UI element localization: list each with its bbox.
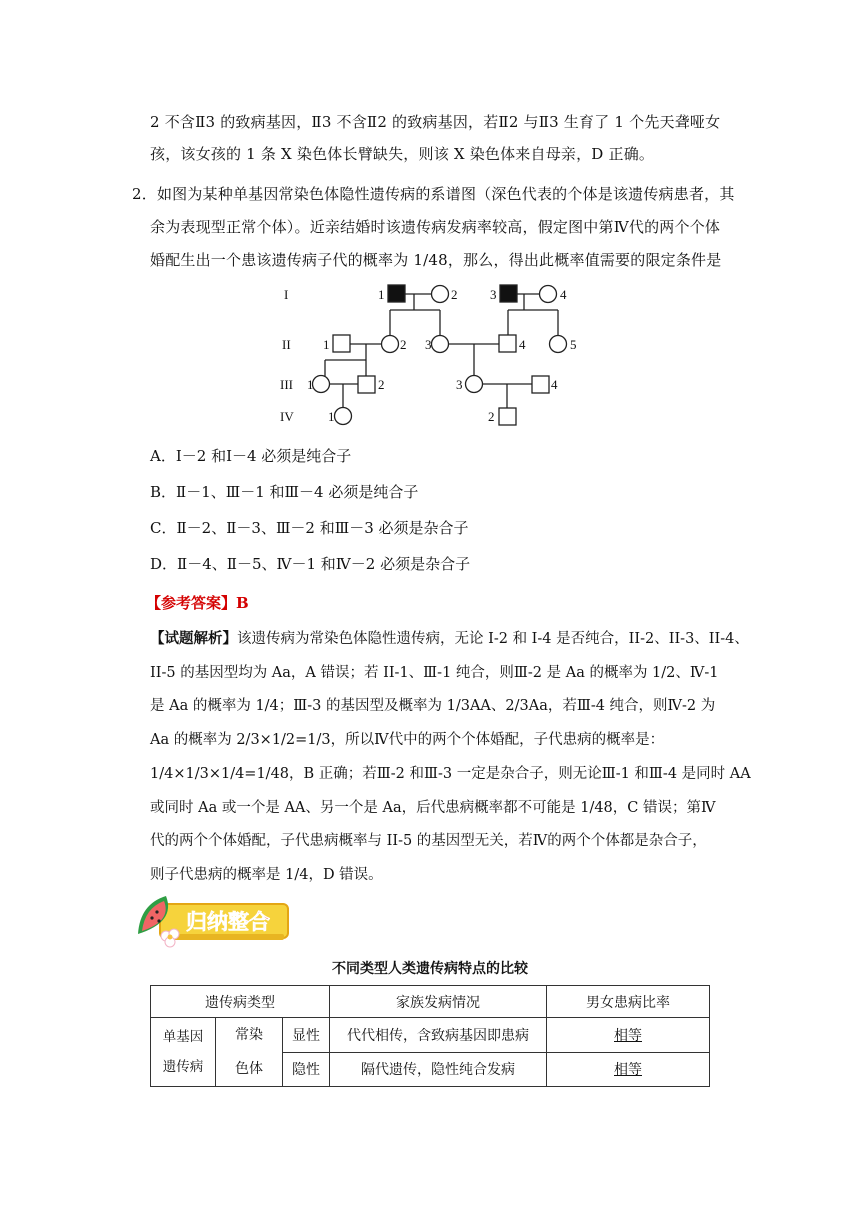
option-b: B．Ⅱ－1、Ⅲ－1 和Ⅲ－4 必须是纯合子 (150, 483, 419, 501)
individual-III-4 (532, 376, 549, 393)
label-II-5: 5 (570, 337, 577, 352)
label-III-2: 2 (378, 377, 385, 392)
intro-line-2: 孩，该女孩的 1 条 X 染色体长臂缺失，则该 X 染色体来自母亲，D 正确。 (150, 145, 655, 163)
analysis-line-7: 代的两个个体婚配，子代患病概率与 II-5 的基因型无关，若Ⅳ的两个个体都是杂合子， (150, 833, 707, 849)
label-I-2: 2 (451, 287, 458, 302)
subgroup-line-1: 常染 (235, 1027, 263, 1043)
option-d: D．Ⅱ－4、Ⅱ－5、Ⅳ－1 和Ⅳ－2 必须是杂合子 (150, 555, 471, 573)
label-II-1: 1 (323, 337, 330, 352)
subgroup-autosomal (216, 1018, 283, 1087)
header-sex-ratio: 男女患病比率 (547, 986, 710, 1018)
row-kind-recessive: 隐性 (283, 1052, 330, 1087)
label-I-3: 3 (490, 287, 497, 302)
row-kind-dominant: 显性 (283, 1018, 330, 1053)
analysis-line-2: II-5 的基因型均为 Aa，A 错误；若 II-1、Ⅲ-1 纯合，则Ⅲ-2 是 Aa 的概率为 1/2、Ⅳ-1 (150, 665, 719, 681)
reference-answer: 【参考答案】B (146, 594, 249, 612)
header-family-pattern: 家族发病情况 (330, 986, 547, 1018)
analysis-line-1 (150, 627, 749, 648)
question-line-1: 2．如图为某种单基因常染色体隐性遗传病的系谱图（深色代表的个体是该遗传病患者，其 (132, 185, 735, 203)
generation-label-III: III (280, 377, 293, 392)
question-line-3: 婚配生出一个患该遗传病子代的概率为 1/48，那么，得出此概率值需要的限定条件是 (150, 251, 722, 269)
label-III-1: 1 (307, 377, 314, 392)
generation-label-I: I (284, 287, 289, 302)
group-single-gene (151, 1018, 216, 1087)
individual-II-3 (432, 336, 449, 353)
row-family-dominant: 代代相传，含致病基因即患病 (330, 1018, 547, 1053)
comparison-table (150, 985, 710, 1087)
individual-I-3 (500, 285, 517, 302)
individual-I-1 (388, 285, 405, 302)
header-disease-type: 遗传病类型 (151, 986, 330, 1018)
generation-label-IV: IV (280, 409, 294, 424)
individual-II-4 (499, 335, 516, 352)
subgroup-line-2: 色体 (235, 1061, 263, 1077)
analysis-line-8: 则子代患病的概率是 1/4，D 错误。 (150, 867, 383, 883)
label-I-4: 4 (560, 287, 567, 302)
analysis-line-4: Aa 的概率为 2/3×1/2=1/3，所以Ⅳ代中的两个个体婚配，子代患病的概率是： (150, 732, 665, 748)
individual-IV-1 (335, 408, 352, 425)
individual-II-2 (382, 336, 399, 353)
group-line-2: 遗传病 (162, 1059, 204, 1075)
label-II-4: 4 (519, 337, 526, 352)
label-II-3: 3 (425, 337, 432, 352)
generation-label-II: II (282, 337, 291, 352)
individual-III-3 (466, 376, 483, 393)
analysis-tag: 【试题解析】 (150, 630, 237, 647)
analysis-text-1: 该遗传病为常染色体隐性遗传病，无论 I-2 和 I-4 是否纯合，II-2、II-3、II-4、 (237, 631, 749, 647)
individual-I-2 (432, 286, 449, 303)
table-title: 不同类型人类遗传病特点的比较 (332, 961, 528, 977)
individual-III-2 (358, 376, 375, 393)
table-header-row (151, 986, 710, 1018)
row-ratio-dominant: 相等 (547, 1018, 710, 1053)
table-row (151, 1018, 710, 1053)
flower-icon (161, 929, 179, 947)
individual-II-5 (550, 336, 567, 353)
analysis-line-5: 1/4×1/3×1/4=1/48，B 正确；若Ⅲ-2 和Ⅲ-3 一定是杂合子，则无论Ⅲ-1 和Ⅲ-4 是同时 AA (150, 766, 751, 782)
label-I-1: 1 (378, 287, 385, 302)
label-IV-1: 1 (328, 409, 335, 424)
analysis-line-3: 是 Aa 的概率为 1/4；Ⅲ-3 的基因型及概率为 1/3AA、2/3Aa，若Ⅲ-4 纯合，则Ⅳ-2 为 (150, 698, 716, 714)
banner-text: 归纳整合 (186, 910, 270, 934)
row-family-recessive: 隔代遗传，隐性纯合发病 (330, 1052, 547, 1087)
summary-banner (132, 890, 292, 948)
individual-II-1 (333, 335, 350, 352)
option-a: A．Ⅰ－2 和Ⅰ－4 必须是纯合子 (150, 447, 352, 465)
analysis-line-6: 或同时 Aa 或一个是 AA、另一个是 Aa，后代患病概率都不可能是 1/48，C 错误；第Ⅳ (150, 800, 716, 816)
individual-I-4 (540, 286, 557, 303)
label-II-2: 2 (400, 337, 407, 352)
pedigree-chart (270, 272, 590, 432)
group-line-1: 单基因 (162, 1029, 204, 1045)
label-III-4: 4 (551, 377, 558, 392)
option-c: C．Ⅱ－2、Ⅱ－3、Ⅲ－2 和Ⅲ－3 必须是杂合子 (150, 519, 469, 537)
intro-line-1: 2 不含Ⅱ3 的致病基因，Ⅱ3 不含Ⅱ2 的致病基因，若Ⅱ2 与Ⅱ3 生育了 1 个先天聋哑女 (150, 113, 721, 131)
individual-III-1 (313, 376, 330, 393)
question-line-2: 余为表现型正常个体）。近亲结婚时该遗传病发病率较高，假定图中第Ⅳ代的两个个体 (150, 218, 721, 236)
label-IV-2: 2 (488, 409, 495, 424)
individual-IV-2 (499, 408, 516, 425)
label-III-3: 3 (456, 377, 463, 392)
row-ratio-recessive: 相等 (547, 1052, 710, 1087)
